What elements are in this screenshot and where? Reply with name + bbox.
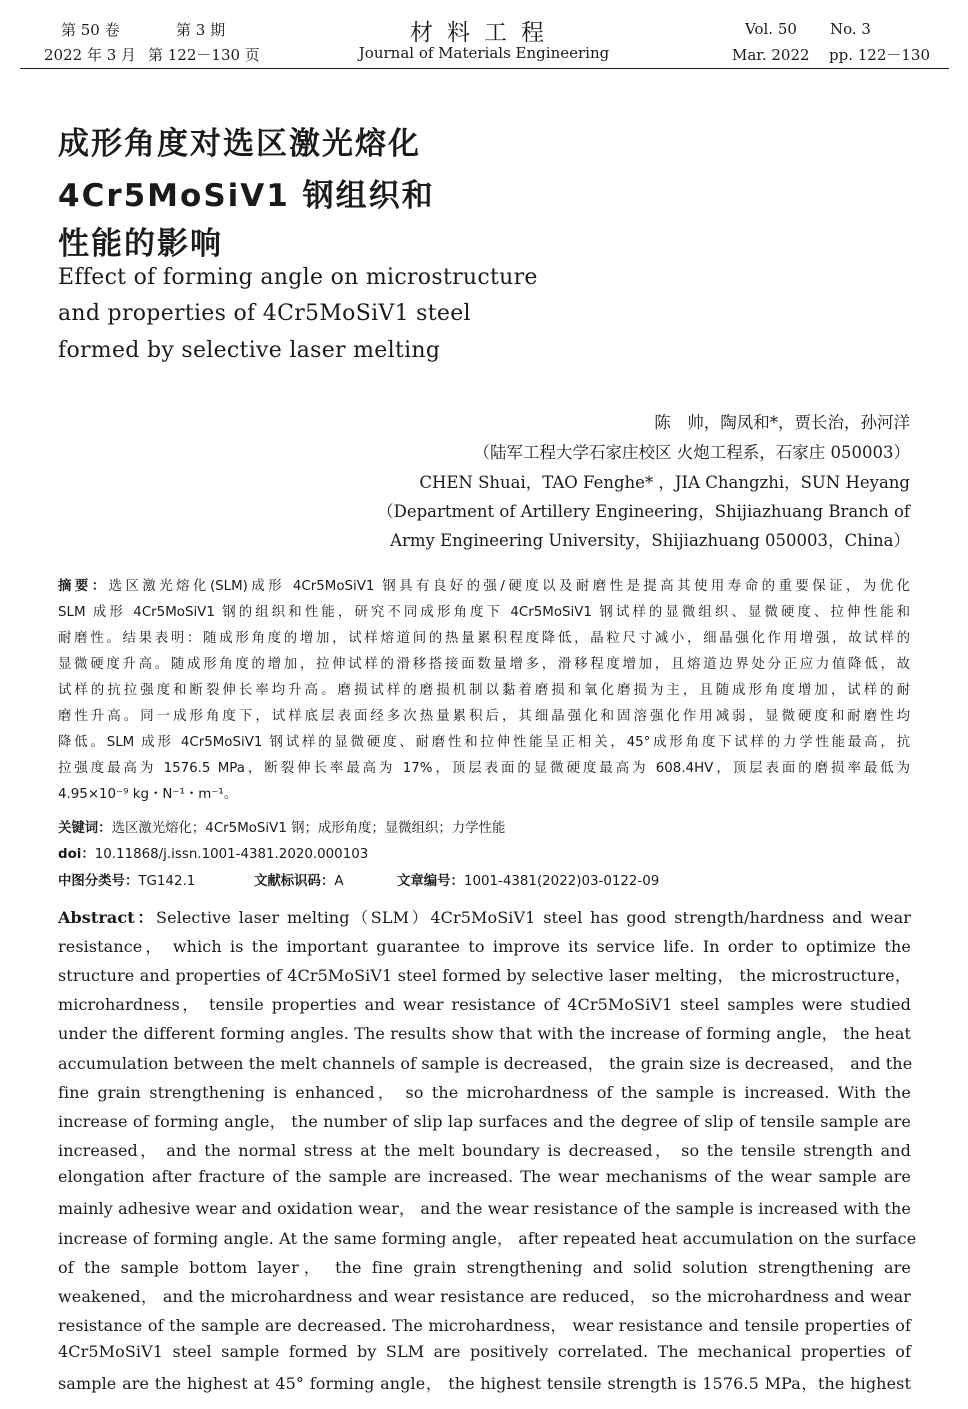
- abstract-en-line: fine grain strengthening is enhanced， so the microhardness of the sample is increased. With the: [58, 1083, 911, 1102]
- title-en-line: and properties of 4Cr5MoSiV1 steel: [58, 301, 471, 326]
- abstract-en-line: increase of forming angle， the number of slip lap surfaces and the degree of slip of tensile sample are: [58, 1112, 911, 1131]
- header-pages-en: pp. 122－130: [829, 46, 931, 64]
- abstract-cn-label: 摘要：: [58, 579, 109, 594]
- clc-value: TG142.1: [138, 874, 196, 889]
- header-date-cn: 2022 年 3 月: [44, 46, 137, 64]
- abstract-en-line: of the sample bottom layer， the fine grain strengthening and solid solution strengthening are: [58, 1258, 911, 1277]
- keywords: [58, 817, 505, 836]
- abstract-en-line: resistance， which is the important guarantee to improve its service life. In order to optimize the: [58, 937, 911, 956]
- abstract-en-label: Abstract：: [58, 908, 157, 927]
- clc-label: 中图分类号：: [58, 874, 139, 889]
- affiliation-cn: （陆军工程大学石家庄校区 火炮工程系，石家庄 050003）: [473, 443, 910, 462]
- abstract-cn-line: 试样的抗拉强度和断裂伸长率均升高。磨损试样的磨损机制以黏着磨损和氧化磨损为主，且随成形角度增加，试样的耐: [58, 683, 910, 698]
- article-number: [397, 870, 659, 889]
- authors-cn: 陈 帅，陶凤和*，贾长治，孙河洋: [654, 413, 910, 432]
- abstract-en-line: 4Cr5MoSiV1 steel sample formed by SLM are positively correlated. The mechanical properties of: [58, 1342, 911, 1361]
- abstract-en-line: resistance of the sample are decreased. The microhardness， wear resistance and tensile properties of: [58, 1316, 911, 1335]
- header-volume-cn: 第 50 卷: [61, 21, 120, 39]
- header-issue-en: No. 3: [830, 20, 871, 38]
- abstract-en-line: microhardness， tensile properties and wear resistance of 4Cr5MoSiV1 steel samples were studied: [58, 995, 911, 1014]
- title-en-line: formed by selective laser melting: [58, 338, 441, 363]
- abstract-cn-line: 显微硬度升高。随成形角度的增加，拉伸试样的滑移搭接面数量增多，滑移程度增加，且熔道边界处分正应力值降低，故: [58, 657, 910, 672]
- abstract-en-line: increase of forming angle. At the same forming angle， after repeated heat accumulation on the surface: [58, 1229, 917, 1248]
- affiliation-en-line: （Department of Artillery Engineering，Shijiazhuang Branch of: [377, 502, 910, 521]
- article-no-value: 1001-4381(2022)03-0122-09: [463, 874, 660, 889]
- journal-name-cn: 材料工程: [410, 20, 558, 46]
- header-date-en: Mar. 2022: [732, 46, 810, 64]
- keywords-text: 选区激光熔化；4Cr5MoSiV1 钢；成形角度；显微组织；力学性能: [111, 821, 506, 836]
- doc-code-value: A: [334, 874, 344, 889]
- title-en-line: Effect of forming angle on microstructure: [58, 265, 538, 290]
- authors-en: CHEN Shuai，TAO Fenghe* ，JIA Changzhi，SUN Heyang: [419, 473, 910, 492]
- abstract-cn-line: 降低。SLM 成形 4Cr5MoSiV1 钢试样的显微硬度、耐磨性和拉伸性能呈正相关，45°成形角度下试样的力学性能最高，抗: [58, 735, 910, 750]
- doi: [58, 843, 368, 862]
- affiliation-en-line: Army Engineering University，Shijiazhuang 050003，China）: [390, 531, 910, 550]
- abstract-en-line: structure and properties of 4Cr5MoSiV1 steel formed by selective laser melting， the microstructure，: [58, 966, 911, 985]
- header-issue-cn: 第 3 期: [176, 21, 226, 39]
- abstract-cn-line: SLM 成形 4Cr5MoSiV1 钢的组织和性能，研究不同成形角度下 4Cr5MoSiV1 钢试样的显微组织、显微硬度、拉伸性能和: [58, 605, 910, 620]
- header-rule: [20, 68, 949, 69]
- abstract-cn-line: 4.95×10⁻⁹ kg・N⁻¹・m⁻¹。: [58, 787, 238, 802]
- title-cn-line: 4Cr5MoSiV1 钢组织和: [58, 178, 435, 214]
- doc-code: [254, 870, 344, 889]
- abstract-cn-line: 摘要：选区激光熔化(SLM)成形 4Cr5MoSiV1 钢具有良好的强/硬度以及耐磨性是提高其使用寿命的重要保证，为优化: [58, 579, 911, 594]
- doc-code-label: 文献标识码：: [254, 874, 335, 889]
- abstract-en-line: Abstract：Selective laser melting（SLM）4Cr5MoSiV1 steel has good strength/hardness and wear: [58, 908, 911, 927]
- abstract-cn-line: 拉强度最高为 1576.5 MPa，断裂伸长率最高为 17%，顶层表面的显微硬度最高为 608.4HV，顶层表面的磨损率最低为: [58, 761, 910, 776]
- classification: [58, 870, 195, 889]
- article-no-label: 文章编号：: [397, 874, 464, 889]
- abstract-en-line: sample are the highest at 45° forming angle， the highest tensile strength is 1576.5 MPa，the highest: [58, 1374, 911, 1393]
- doi-label: doi：: [58, 847, 95, 862]
- header-volume-en: Vol. 50: [745, 20, 797, 38]
- keywords-label: 关键词：: [58, 821, 112, 836]
- title-cn-line: 成形角度对选区激光熔化: [58, 126, 421, 162]
- header-pages-cn: 第 122－130 页: [148, 46, 260, 64]
- abstract-en-line: under the different forming angles. The results show that with the increase of forming angle， the heat: [58, 1024, 911, 1043]
- abstract-cn-line: 磨性升高。同一成形角度下，试样底层表面经多次热量累积后，其细晶强化和固溶强化作用减弱，显微硬度和耐磨性均: [58, 709, 910, 724]
- abstract-en-line: weakened， and the microhardness and wear resistance are reduced， so the microhardness and wear: [58, 1287, 911, 1306]
- abstract-en-line: mainly adhesive wear and oxidation wear， and the wear resistance of the sample is increased with the: [58, 1199, 911, 1218]
- abstract-en-line: elongation after fracture of the sample are increased. The wear mechanisms of the wear sample are: [58, 1167, 911, 1186]
- abstract-en-line: increased， and the normal stress at the melt boundary is decreased， so the tensile strength and: [58, 1141, 911, 1160]
- doi-text: 10.11868/j.issn.1001-4381.2020.000103: [94, 847, 369, 862]
- title-cn-line: 性能的影响: [58, 226, 223, 262]
- journal-name-en: Journal of Materials Engineering: [358, 44, 610, 62]
- abstract-en-line: accumulation between the melt channels of sample is decreased， the grain size is decreased， and the: [58, 1054, 913, 1073]
- abstract-cn-line: 耐磨性。结果表明：随成形角度的增加，试样熔道间的热量累积程度降低，晶粒尺寸减小，细晶强化作用增强，故试样的: [58, 631, 910, 646]
